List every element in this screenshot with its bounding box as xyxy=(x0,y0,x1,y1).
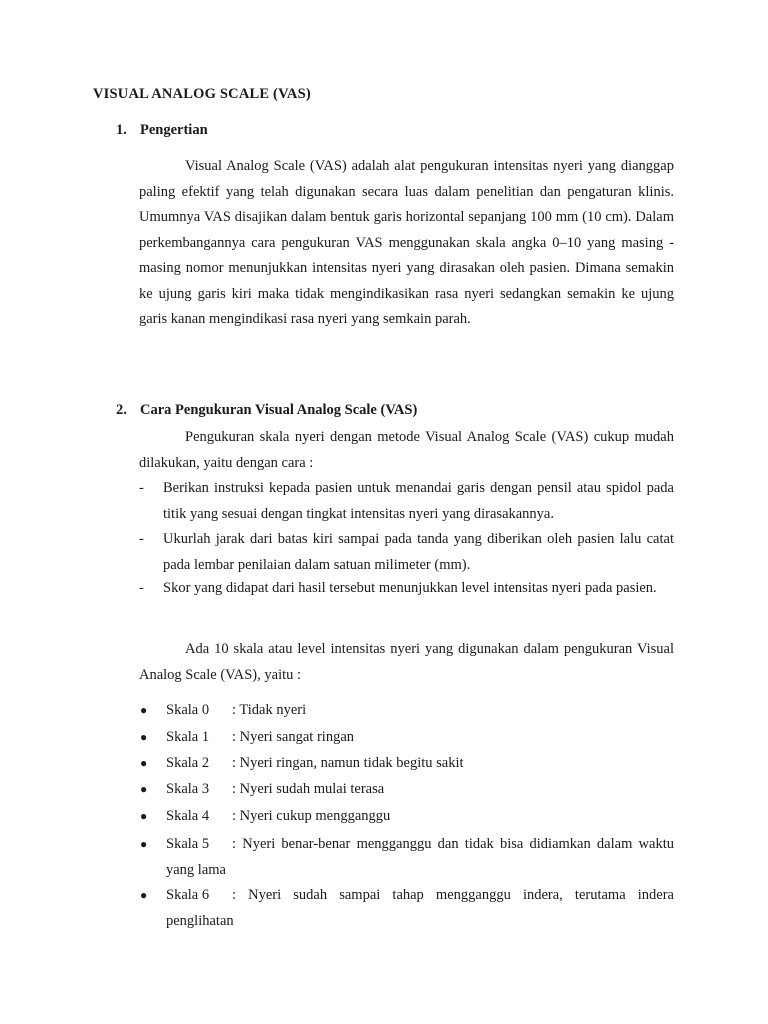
dash-marker: - xyxy=(139,531,144,547)
bullet-icon: ● xyxy=(140,730,148,744)
section-2-heading xyxy=(0,402,768,422)
section-2-intro-text: Pengukuran skala nyeri dengan metode Visual Analog Scale (VAS) cukup mudah dilakukan, yaitu dengan cara : xyxy=(139,429,674,471)
scale-label: Skala 1 xyxy=(166,729,210,745)
scale-description: : Nyeri sudah mulai terasa xyxy=(232,781,385,797)
scale-entry xyxy=(166,882,674,934)
levels-intro xyxy=(139,637,674,688)
scale-description: : Nyeri ringan, namun tidak begitu sakit xyxy=(232,755,464,771)
bullet-icon: ● xyxy=(140,756,148,770)
scale-label: Skala 0 xyxy=(166,702,210,718)
bullet-icon: ● xyxy=(140,837,148,851)
scale-label: Skala 4 xyxy=(166,808,210,824)
bullet-icon: ● xyxy=(140,782,148,796)
section-1-number: 1. xyxy=(116,122,127,138)
scale-label: Skala 5 xyxy=(166,836,210,852)
section-2-intro xyxy=(139,425,674,476)
scale-description: : Nyeri sangat ringan xyxy=(232,729,355,745)
bullet-icon: ● xyxy=(140,888,148,902)
section-2-title: Cara Pengukuran Visual Analog Scale (VAS) xyxy=(140,402,418,418)
section-2-number: 2. xyxy=(116,402,127,418)
step-text: Ukurlah jarak dari batas kiri sampai pada tanda yang diberikan oleh pasien lalu catat pada lembar penilaian dalam satuan milimeter (mm). xyxy=(163,531,674,573)
scale-description: : Tidak nyeri xyxy=(232,702,307,718)
section-1-title: Pengertian xyxy=(140,122,208,138)
section-1-heading xyxy=(0,122,768,142)
section-1-paragraph-text: Visual Analog Scale (VAS) adalah alat pengukuran intensitas nyeri yang dianggap paling efektif yang telah digunakan secara luas dalam penelitian dan pengaturan klinis. Umumnya VAS disajikan dalam bentuk garis horizontal sepanjang 100 mm (10 cm). Dalam perkembangannya cara pengukuran VAS menggunakan skala angka 0–10 yang masing - masing nomor menunjukkan intensitas nyeri yang dirasakan oleh pasien. Dimana semakin ke ujung garis kiri maka tidak mengindikasikan rasa nyeri sedangkan semakin ke ujung garis kanan mengindikasi rasa nyeri yang semkain parah. xyxy=(139,158,674,327)
dash-marker: - xyxy=(139,580,144,596)
scale-description: : Nyeri cukup mengganggu xyxy=(232,808,391,824)
scale-description: : Nyeri sudah sampai tahap mengganggu indera, terutama indera penglihatan xyxy=(166,887,674,929)
scale-description: : Nyeri benar-benar mengganggu dan tidak bisa didiamkan dalam waktu yang lama xyxy=(166,836,674,878)
section-1-paragraph xyxy=(139,154,674,333)
bullet-icon: ● xyxy=(140,703,148,717)
bullet-icon: ● xyxy=(140,809,148,823)
levels-intro-text: Ada 10 skala atau level intensitas nyeri yang digunakan dalam pengukuran Visual Analog Scale (VAS), yaitu : xyxy=(139,641,674,683)
step-text: Berikan instruksi kepada pasien untuk menandai garis dengan pensil atau spidol pada titik yang sesuai dengan tingkat intensitas nyeri yang dirasakannya. xyxy=(163,480,674,522)
scale-label: Skala 6 xyxy=(166,887,210,903)
scale-entry xyxy=(166,831,674,883)
scale-label: Skala 2 xyxy=(166,755,210,771)
document-title: VISUAL ANALOG SCALE (VAS) xyxy=(93,86,311,102)
dash-marker: - xyxy=(139,480,144,496)
scale-label: Skala 3 xyxy=(166,781,210,797)
step-text: Skor yang didapat dari hasil tersebut menunjukkan level intensitas nyeri pada pasien. xyxy=(163,580,657,596)
